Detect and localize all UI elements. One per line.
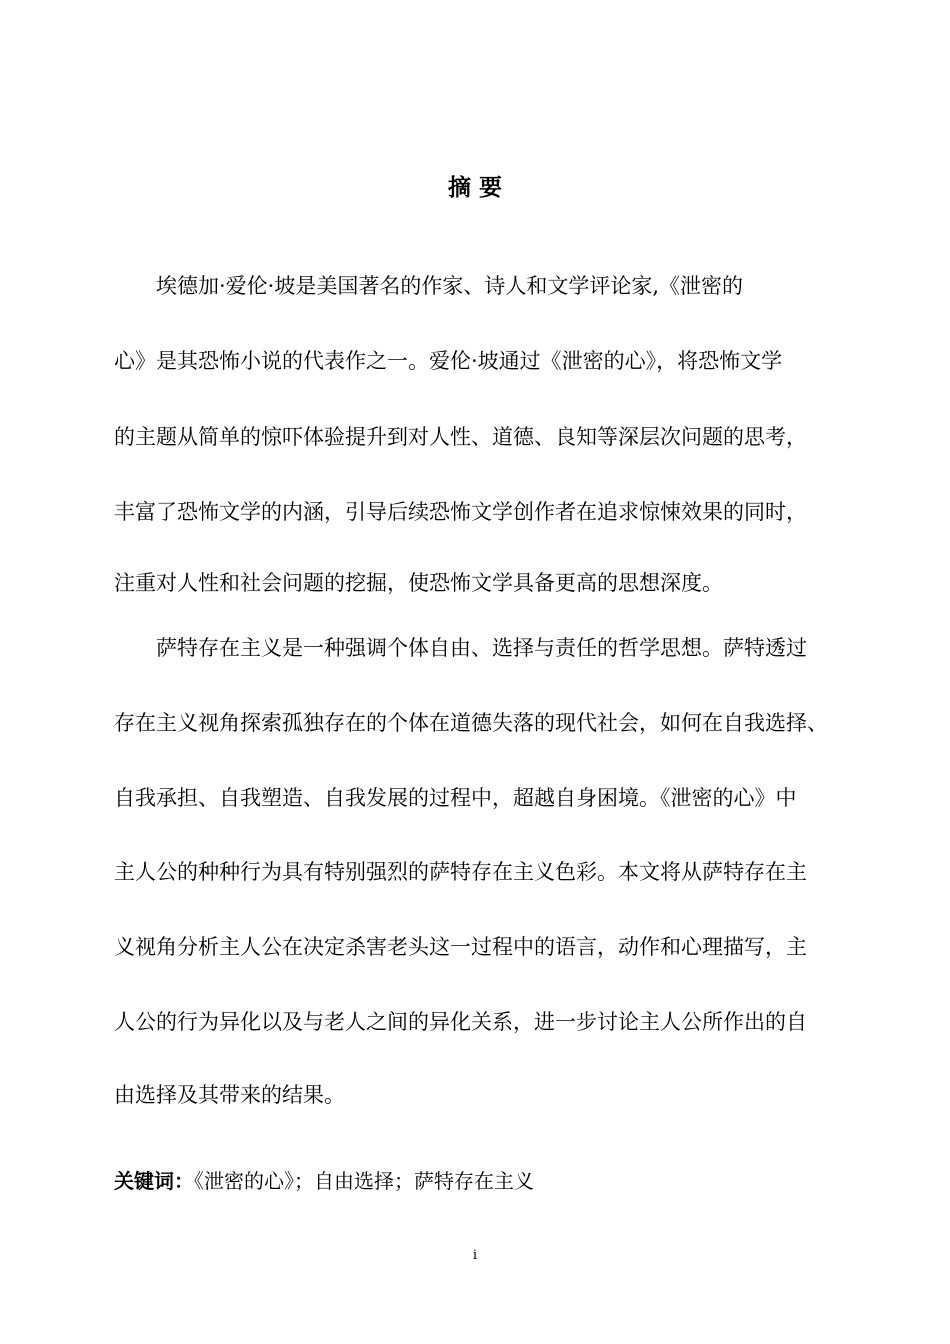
- paragraph-1-line-2: 心》是其恐怖小说的代表作之一。爱伦·坡通过《泄密的心》，将恐怖文学: [114, 349, 783, 373]
- paragraph-1-line-5: 注重对人性和社会问题的挖掘，使恐怖文学具备更高的思想深度。: [114, 571, 723, 595]
- paragraph-1-line-3: 的主题从简单的惊吓体验提升到对人性、道德、良知等深层次问题的思考，: [114, 425, 807, 449]
- page-number: i: [472, 1248, 478, 1263]
- keywords: [114, 1166, 534, 1196]
- paragraph-1-line-4: 丰富了恐怖文学的内涵，引导后续恐怖文学创作者在追求惊悚效果的同时，: [114, 500, 807, 524]
- paragraph-2-line-6: 人公的行为异化以及与老人之间的异化关系，进一步讨论主人公所作出的自: [114, 1010, 807, 1034]
- keywords-text: 《泄密的心》；自由选择；萨特存在主义: [194, 1169, 534, 1193]
- paragraph-1-line-1: 埃德加·爱伦·坡是美国著名的作家、诗人和文学评论家,《泄密的: [156, 274, 744, 298]
- abstract-title: 摘 要: [447, 175, 502, 201]
- paragraph-2-line-5: 义视角分析主人公在决定杀害老头这一过程中的语言，动作和心理描写，主: [114, 935, 807, 959]
- paragraph-2-line-3: 自我承担、自我塑造、自我发展的过程中，超越自身困境。《泄密的心》中: [114, 786, 797, 810]
- paragraph-2-line-7: 由选择及其带来的结果。: [114, 1083, 345, 1107]
- paragraph-2-line-2: 存在主义视角探索孤独存在的个体在道德失落的现代社会，如何在自我选择、: [114, 711, 828, 735]
- paragraph-2-line-1: 萨特存在主义是一种强调个体自由、选择与责任的哲学思想。萨特透过: [156, 636, 807, 660]
- keywords-label: 关键词：: [114, 1169, 194, 1193]
- paragraph-2-line-4: 主人公的种种行为具有特别强烈的萨特存在主义色彩。本文将从萨特存在主: [114, 860, 807, 884]
